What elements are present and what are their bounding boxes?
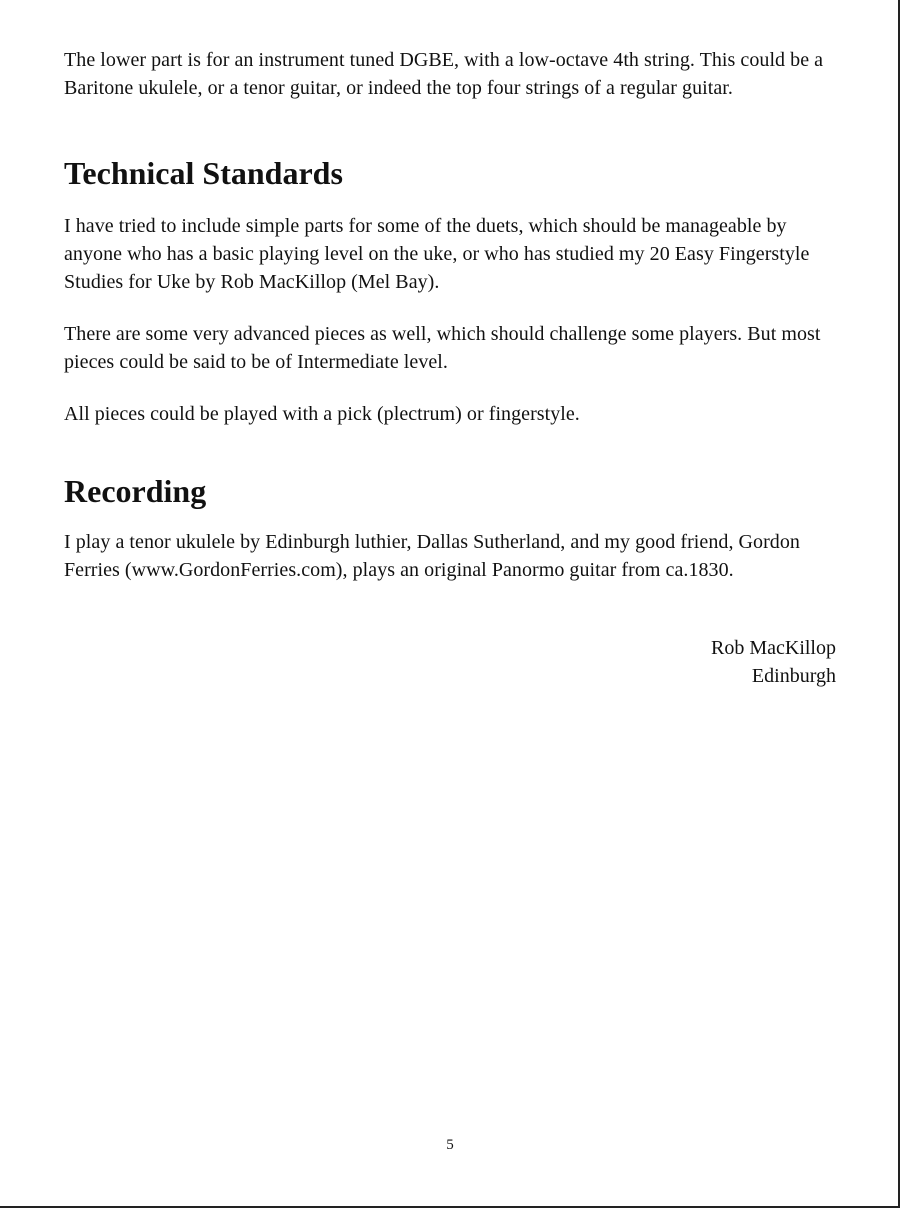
technical-standards-section bbox=[64, 212, 836, 428]
signature-name: Rob MacKillop bbox=[711, 637, 836, 659]
technical-standards-paragraph-2: There are some very advanced pieces as well, which should challenge some players. But most pieces could be said to be of Intermediate level. bbox=[64, 323, 821, 373]
technical-standards-paragraph-3: All pieces could be played with a pick (plectrum) or fingerstyle. bbox=[64, 403, 580, 425]
page-number: 5 bbox=[446, 1137, 454, 1153]
intro-paragraph: The lower part is for an instrument tuned DGBE, with a low-octave 4th string. This could be a Baritone ukulele, or a tenor guitar, or indeed the top four strings of a regular guitar. bbox=[64, 49, 824, 99]
signature-place: Edinburgh bbox=[751, 665, 836, 687]
technical-standards-paragraph-1: I have tried to include simple parts for some of the duets, which should be manageable by anyone who has a basic playing level on the uke, or who has studied my 20 Easy Fingerstyle Studies for Uke by Rob MacKillop (Mel Bay). bbox=[64, 215, 810, 293]
technical-standards-heading: Technical Standards bbox=[64, 155, 343, 191]
recording-heading: Recording bbox=[64, 473, 207, 509]
recording-paragraph: I play a tenor ukulele by Edinburgh luthier, Dallas Sutherland, and my good friend, Gordon Ferries (www.GordonFerries.com), plays an original Panormo guitar from ca.1830. bbox=[64, 531, 800, 581]
page-content bbox=[64, 46, 836, 690]
signature-block bbox=[64, 634, 836, 690]
